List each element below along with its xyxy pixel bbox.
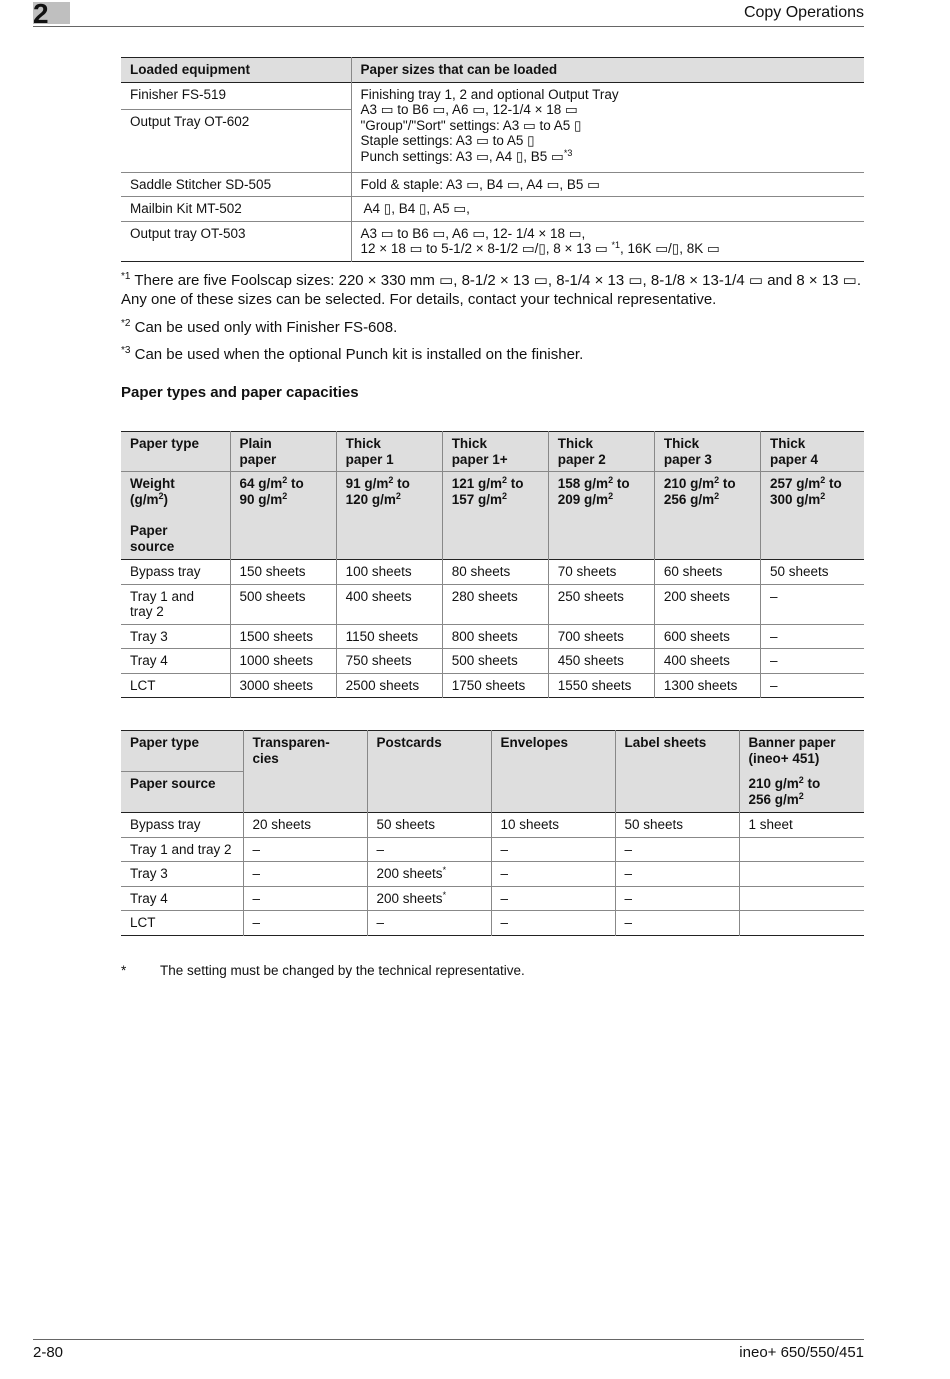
column-header: Label sheets xyxy=(615,731,739,813)
table-row: Bypass tray 150 sheets 100 sheets 80 sheets 70 sheets 60 sheets 50 sheets xyxy=(121,560,864,585)
page-number: 2-80 xyxy=(33,1344,64,1361)
table-row: Tray 3 – 200 sheets* – – xyxy=(121,862,864,887)
footnote-ref: *1 xyxy=(611,240,620,250)
table-row: Tray 4 1000 sheets 750 sheets 500 sheets 450 sheets 400 sheets – xyxy=(121,649,864,674)
special-paper-table xyxy=(121,730,864,936)
model-name: ineo+ 650/550/451 xyxy=(739,1344,864,1361)
table-header-row xyxy=(121,58,864,83)
table-header-row xyxy=(121,731,864,772)
equipment-name: Finisher FS-519 xyxy=(130,86,227,102)
source-cell: Tray 4 xyxy=(130,890,168,906)
equipment-name: Mailbin Kit MT-502 xyxy=(130,201,242,216)
equipment-table xyxy=(121,57,864,262)
table-row: LCT 3000 sheets 2500 sheets 1750 sheets 1550 sheets 1300 sheets – xyxy=(121,673,864,698)
table-row: Bypass tray 20 sheets 50 sheets 10 sheets 50 sheets 1 sheet xyxy=(121,813,864,838)
footnote-2: $^{*2}$ Can be used only with Finisher FS-608. xyxy=(121,318,398,336)
weight-row xyxy=(121,472,864,560)
equipment-sizes: Fold & staple: A3 ▭, B4 ▭, A4 ▭, B5 ▭ xyxy=(351,172,864,197)
footnote-1: $^{*1}$ There are five Foolscap sizes: 220 × 330 mm ▭, 8-1/2 × 13 ▭, 8-1/4 × 13 ▭, 8-1/8 × 13-1/4 ▭ and 8 × 13 ▭. Any one of these sizes can be selected. For details, contact your technical representative. xyxy=(121,271,862,308)
chapter-number: 2 xyxy=(33,0,49,29)
equipment-name: Output Tray OT-602 xyxy=(130,113,250,129)
table-row xyxy=(121,82,864,109)
column-header: Thick paper 1 xyxy=(336,432,442,472)
column-header: Banner paper (ineo+ 451) 210 $g/m^2$ to 256 $g/m^2$ xyxy=(739,731,864,813)
table-row: Tray 4 – 200 sheets* – – xyxy=(121,886,864,911)
footnote-ref: * xyxy=(442,865,447,875)
column-header: Thick paper 3 xyxy=(654,432,760,472)
column-header: Envelopes xyxy=(491,731,615,813)
weight-cell: 210 $g/m^2$ to 256 $g/m^2$ xyxy=(654,472,760,560)
source-cell: Bypass tray xyxy=(130,564,201,579)
column-header: Plain paper xyxy=(230,432,336,472)
weight-label: Weight $(g/m^2)$ Paper source xyxy=(121,472,230,560)
column-header: Transparen-cies xyxy=(243,731,367,813)
capacity-table xyxy=(121,431,864,698)
column-header: Thick paper 2 xyxy=(548,432,654,472)
table-row xyxy=(121,221,864,261)
section-title: Paper types and paper capacities xyxy=(121,384,359,401)
source-cell: Tray 3 xyxy=(130,628,168,644)
table-footnote: * The setting must be changed by the technical representative. xyxy=(121,963,525,978)
source-cell: Tray 3 xyxy=(130,866,168,881)
source-cell: Bypass tray xyxy=(130,817,201,832)
footnote-ref: * xyxy=(442,889,447,900)
weight-cell: 257 $g/m^2$ to 300 $g/m^2$ xyxy=(760,472,864,560)
paper-type-label: Paper type xyxy=(121,432,230,472)
header-rule xyxy=(33,26,864,27)
source-cell: Tray 1 and tray 2 xyxy=(130,841,232,857)
equipment-sizes: A3 ▭ to B6 ▭, A6 ▭, 12- 1/4 × 18 ▭, 12 × 18 ▭ to 5-1/2 × 8-1/2 ▭/▯, 8 × 13 ▭ $^{*1}$, 16K ▭/▯, 8K ▭ xyxy=(351,221,864,261)
equipment-sizes: Finishing tray 1, 2 and optional Output Tray A3 ▭ to B6 ▭, A6 ▭, 12-1/4 × 18 ▭ "Group"/"Sort" settings: A3 ▭ to A5 ▯ Staple settings: A3 ▭ to A5 ▯ Punch settings: A3 ▭, A4 ▯, B5 ▭$^{*3}$ xyxy=(351,82,864,172)
table-row xyxy=(121,172,864,197)
table-header-row xyxy=(121,432,864,472)
page-header-title: Copy Operations xyxy=(743,4,864,21)
source-cell: LCT xyxy=(130,677,156,693)
paper-source-label: Paper source xyxy=(121,772,243,813)
source-cell: LCT xyxy=(130,915,156,930)
column-header: Paper sizes that can be loaded xyxy=(351,58,864,83)
paper-type-label: Paper type xyxy=(121,731,243,772)
weight-cell: 91 $g/m^2$ to 120 $g/m^2$ xyxy=(336,472,442,560)
table-row xyxy=(121,197,864,222)
table-row: LCT – – – – xyxy=(121,911,864,936)
source-cell: Tray 1 and tray 2 xyxy=(130,588,195,619)
column-header: Thick paper 1+ xyxy=(442,432,548,472)
column-header: Thick paper 4 xyxy=(760,432,864,472)
equipment-name: Saddle Stitcher SD-505 xyxy=(130,176,272,192)
footnote-ref: *3 xyxy=(563,147,573,158)
column-header: Postcards xyxy=(367,731,491,813)
column-header: Loaded equipment xyxy=(121,58,351,83)
source-cell: Tray 4 xyxy=(130,653,168,668)
table-row: Tray 1 and tray 2 500 sheets 400 sheets 280 sheets 250 sheets 200 sheets – xyxy=(121,584,864,624)
equipment-sizes: A4 ▯, B4 ▯, A5 ▭, xyxy=(351,197,864,222)
footer-rule xyxy=(33,1339,864,1340)
footnote-3: $^{*3}$ Can be used when the optional Punch kit is installed on the finisher. xyxy=(121,345,584,363)
weight-cell: 158 $g/m^2$ to 209 $g/m^2$ xyxy=(548,472,654,560)
table-row: Tray 1 and tray 2 – – – – xyxy=(121,837,864,862)
table-row: Tray 3 1500 sheets 1150 sheets 800 sheets 700 sheets 600 sheets – xyxy=(121,624,864,649)
weight-cell: 121 $g/m^2$ to 157 $g/m^2$ xyxy=(442,472,548,560)
equipment-name: Output tray OT-503 xyxy=(130,225,246,241)
weight-cell: 64 $g/m^2$ to 90 $g/m^2$ xyxy=(230,472,336,560)
